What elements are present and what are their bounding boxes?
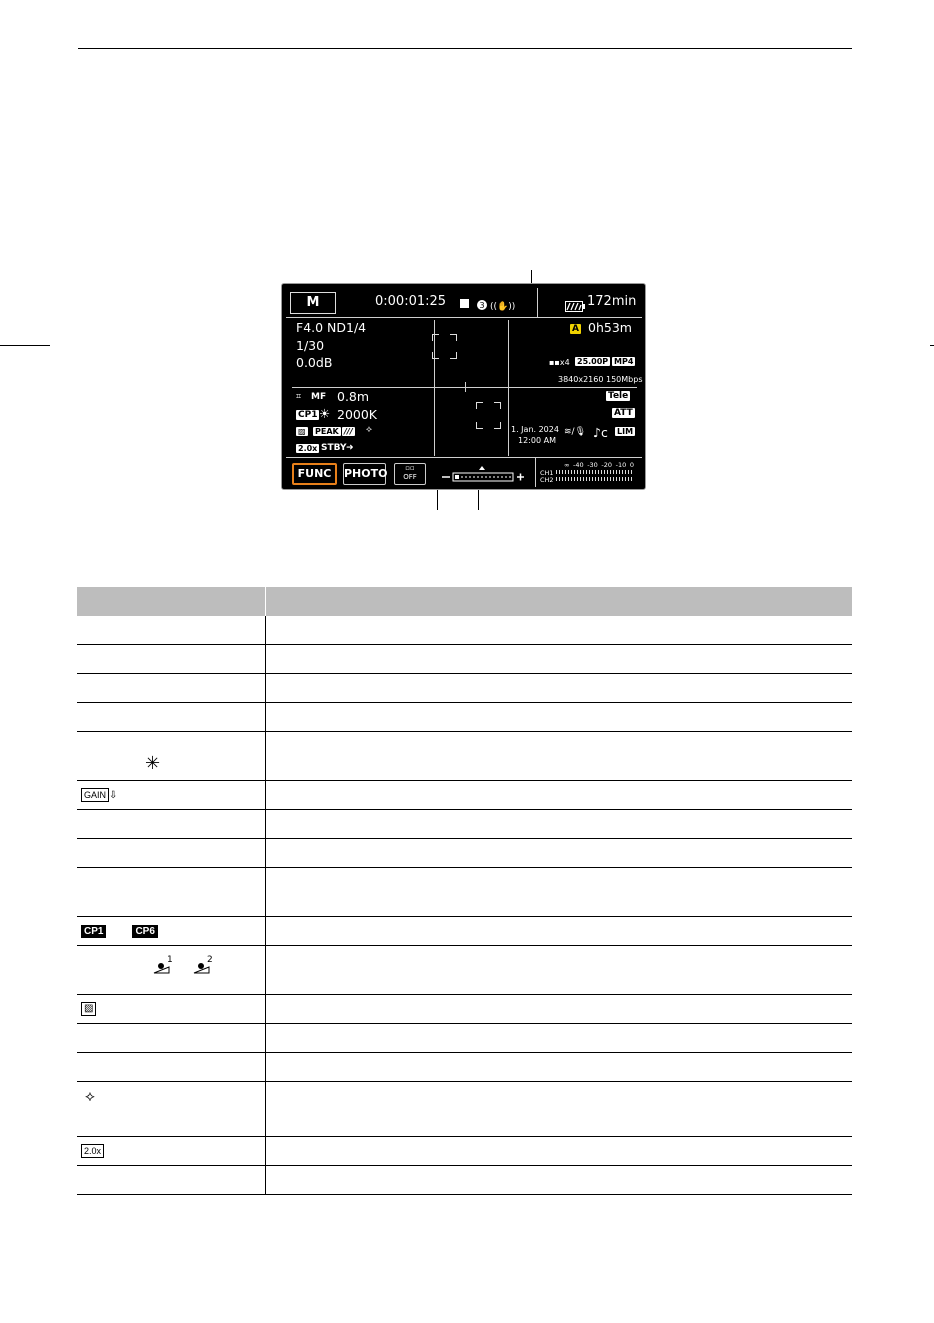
focus-distance: 0.8m xyxy=(337,389,370,404)
table-cell xyxy=(266,1166,853,1195)
audio-scale xyxy=(564,461,634,469)
audio-scale-label: -40 xyxy=(573,461,584,469)
audio-scale-label: -10 xyxy=(615,461,627,469)
frame-rate: 25.00P xyxy=(577,357,609,366)
stop-icon xyxy=(460,299,469,308)
func-button[interactable]: FUNC xyxy=(292,463,337,485)
table-row xyxy=(77,1082,852,1137)
table-cell xyxy=(77,732,266,781)
date: 1. Jan. 2024 xyxy=(511,425,559,434)
standby-arrow-icon: ➜ xyxy=(346,443,354,453)
divider-audio xyxy=(535,457,536,487)
table-cell xyxy=(266,1082,853,1137)
camera-screen xyxy=(281,283,646,490)
resolution-bitrate: 3840x2160 150Mbps xyxy=(558,375,643,384)
table-cell xyxy=(266,946,853,995)
zebra-pattern-icon: /// xyxy=(344,427,353,436)
digital-zoom-badge: 2.0x xyxy=(298,444,318,453)
table-cell xyxy=(266,917,853,946)
table-cell xyxy=(77,946,266,995)
standby: STBY xyxy=(321,443,347,453)
table-row xyxy=(77,1024,852,1053)
af-frame-2 xyxy=(476,402,483,409)
shooting-mode: M xyxy=(290,292,336,314)
peaking: PEAK xyxy=(315,427,339,436)
table-cell xyxy=(266,839,853,868)
table-row xyxy=(77,1166,852,1195)
cp1-icon: CP1 xyxy=(81,925,106,938)
af-frame-2-tr xyxy=(494,402,501,409)
zebra-icon: ▨ xyxy=(81,1002,96,1016)
table-cell xyxy=(77,703,266,732)
timecode: 0:00:01:25 xyxy=(375,294,447,309)
table-cell xyxy=(266,732,853,781)
photo-button[interactable]: PHOTO xyxy=(343,463,386,485)
ch2-label: CH2 xyxy=(540,476,554,484)
table-row xyxy=(77,732,852,781)
svg-text:((✋)): ((✋)) xyxy=(490,302,516,312)
table-row xyxy=(77,946,852,995)
table-cell xyxy=(77,810,266,839)
music-icon: ♪c xyxy=(593,425,608,440)
battery-time: 172min xyxy=(587,294,637,309)
limiter-badge: LIM xyxy=(617,427,634,436)
focus-mode: MF xyxy=(311,392,327,402)
battery-icon xyxy=(565,297,585,316)
gain-icon: GAIN xyxy=(81,788,109,802)
gps-icon: ⟡ xyxy=(85,1088,95,1105)
table-cell xyxy=(77,674,266,703)
table-header-cell xyxy=(77,587,266,616)
audio-meter-ch1 xyxy=(556,470,634,474)
tele-badge: Tele xyxy=(608,391,629,401)
ae-shift-label: OFF xyxy=(403,473,417,481)
ch1-label: CH1 xyxy=(540,469,554,477)
table-cell xyxy=(77,1137,266,1166)
table-cell xyxy=(266,645,853,674)
white-balance-icon: ☀ xyxy=(319,406,331,421)
table-row xyxy=(77,703,852,732)
af-frame-1-bl xyxy=(432,352,439,359)
image-stabilizer-icon xyxy=(476,297,516,316)
af-frame-1 xyxy=(432,334,439,341)
table-cell xyxy=(266,995,853,1024)
table-row xyxy=(77,917,852,946)
ae-shift-grid-icon: ▫▫ xyxy=(405,464,415,472)
table-cell xyxy=(266,703,853,732)
table-header-row xyxy=(77,587,852,616)
audio-scale-label: -30 xyxy=(587,461,598,469)
svg-text:2: 2 xyxy=(207,954,213,965)
table-cell xyxy=(266,1137,853,1166)
divider-bottom xyxy=(286,457,642,458)
af-frame-1-br xyxy=(450,352,457,359)
custom-picture: CP1 xyxy=(298,410,318,420)
remaining-time: 0h53m xyxy=(588,320,632,335)
att-badge: ATT xyxy=(614,408,633,418)
shutter-speed: 1/30 xyxy=(296,338,325,353)
divider-right xyxy=(508,320,509,456)
relay-count: x4 xyxy=(559,358,570,367)
cp6-icon: CP6 xyxy=(132,925,157,938)
table-cell xyxy=(77,839,266,868)
gps-icon: ⟡ xyxy=(366,425,372,435)
white-balance-1-icon xyxy=(151,953,221,978)
table-row xyxy=(77,810,852,839)
ae-shift-scale[interactable] xyxy=(438,464,528,488)
table-header-cell xyxy=(266,587,853,616)
color-temp: 2000K xyxy=(337,407,378,422)
center-tick xyxy=(465,382,466,392)
format-badge: MP4 xyxy=(614,357,634,366)
table-cell xyxy=(266,868,853,917)
audio-scale-label: ∞ xyxy=(564,461,570,469)
table-row xyxy=(77,1137,852,1166)
digital-zoom-icon: 2.0x xyxy=(81,1144,104,1158)
audio-scale-label: -20 xyxy=(601,461,613,469)
ae-shift-button[interactable] xyxy=(394,463,426,485)
table-row xyxy=(77,1053,852,1082)
table-cell xyxy=(77,1053,266,1082)
media-badge: A xyxy=(572,324,579,334)
table-cell xyxy=(77,616,266,645)
svg-text:3: 3 xyxy=(479,301,485,310)
af-frame-2-br xyxy=(494,422,501,429)
table-cell xyxy=(266,1024,853,1053)
table-cell xyxy=(266,616,853,645)
zebra-icon: ▨ xyxy=(298,427,306,436)
top-rule xyxy=(78,48,852,49)
svg-text:1: 1 xyxy=(167,954,173,965)
audio-meter-ch2 xyxy=(556,477,634,481)
gain-value: 0.0dB xyxy=(296,355,333,370)
table-cell xyxy=(266,781,853,810)
gain-down-icon: ⇩ xyxy=(109,789,118,801)
table-row xyxy=(77,839,852,868)
table-cell xyxy=(77,645,266,674)
table-cell xyxy=(77,781,266,810)
aperture-nd: F4.0 ND1/4 xyxy=(296,320,367,335)
margin-mark-right xyxy=(930,345,934,346)
relay-icon: ▪▪x4 xyxy=(549,358,570,367)
table-row xyxy=(77,995,852,1024)
divider-top-right xyxy=(537,288,538,318)
wind-mic-icon: ≋/🎙 xyxy=(564,427,586,437)
table-cell xyxy=(77,868,266,917)
time: 12:00 AM xyxy=(518,436,556,445)
screen-icons-table xyxy=(77,587,852,1195)
table-cell xyxy=(266,1053,853,1082)
table-cell xyxy=(77,917,266,946)
table-cell xyxy=(266,674,853,703)
focus-frame-icon: ⌗ xyxy=(296,392,302,402)
table-cell xyxy=(77,1082,266,1137)
table-row xyxy=(77,645,852,674)
af-frame-1-tr xyxy=(450,334,457,341)
table-cell xyxy=(77,1024,266,1053)
divider-top xyxy=(286,317,642,318)
table-cell xyxy=(266,810,853,839)
table-row xyxy=(77,868,852,917)
table-row xyxy=(77,616,852,645)
af-frame-2-bl xyxy=(476,422,483,429)
table-row xyxy=(77,674,852,703)
asterisk-icon: ✳ xyxy=(145,752,161,773)
table-row xyxy=(77,781,852,810)
table-cell xyxy=(77,995,266,1024)
audio-scale-label: 0 xyxy=(629,461,634,469)
margin-mark-left xyxy=(0,345,50,346)
table-cell xyxy=(77,1166,266,1195)
